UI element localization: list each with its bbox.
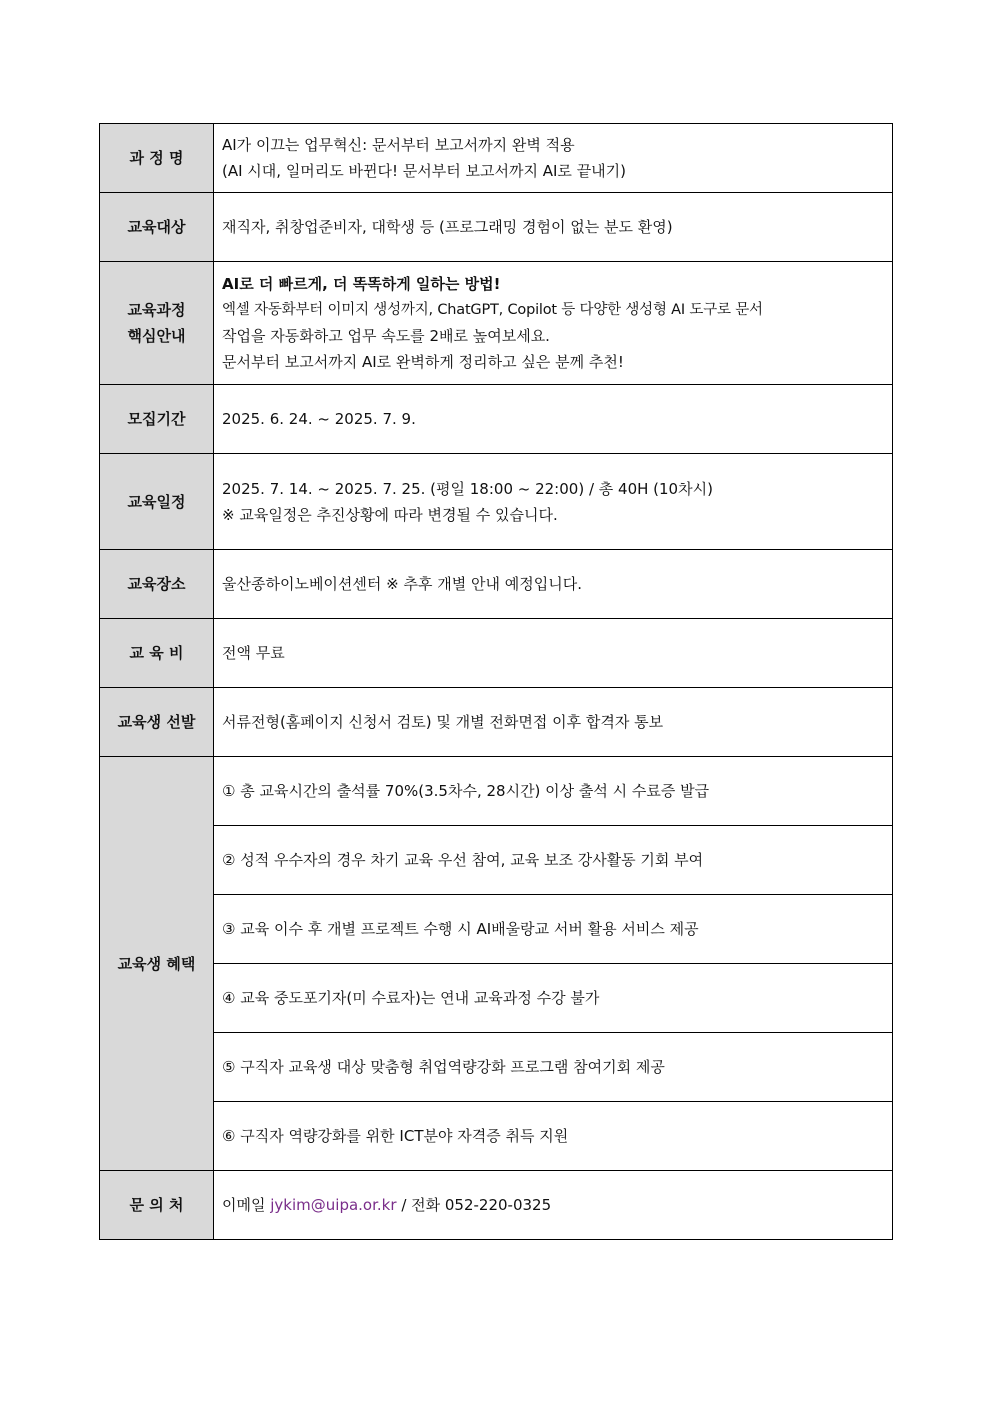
label-core-line2: 핵심안내 (127, 327, 186, 345)
value-core (214, 262, 893, 385)
row-target (100, 193, 893, 262)
benefit-text-6: ⑥ 구직자 역량강화를 위한 ICT분야 자격증 취득 지원 (222, 1127, 569, 1145)
value-schedule (214, 454, 893, 550)
label-contact: 문 의 처 (100, 1171, 214, 1240)
benefit-item (214, 1033, 893, 1102)
value-recruit (214, 385, 893, 454)
value-fee (214, 619, 893, 688)
label-core (100, 262, 214, 385)
course-info-table (99, 123, 893, 1240)
schedule-line2: ※ 교육일정은 추진상황에 따라 변경될 수 있습니다. (222, 505, 558, 524)
target-text: 재직자, 취창업준비자, 대학생 등 (프로그래밍 경험이 없는 분도 환영) (222, 218, 673, 236)
row-course-name (100, 124, 893, 193)
place-text: 울산종하이노베이션센터 ※ 추후 개별 안내 예정입니다. (222, 575, 582, 593)
course-subtitle: (AI 시대, 일머리도 바뀐다! 문서부터 보고서까지 AI로 끝내기) (222, 162, 627, 180)
contact-email-link[interactable]: jykim@uipa.or.kr (270, 1196, 397, 1214)
label-target: 교육대상 (100, 193, 214, 262)
row-selection (100, 688, 893, 757)
fee-text: 전액 무료 (222, 644, 285, 662)
row-fee (100, 619, 893, 688)
value-selection (214, 688, 893, 757)
label-course-name: 과 정 명 (100, 124, 214, 193)
recruit-text: 2025. 6. 24. ~ 2025. 7. 9. (222, 410, 416, 428)
core-headline: AI로 더 빠르게, 더 똑똑하게 일하는 방법! (222, 275, 501, 293)
label-place: 교육장소 (100, 550, 214, 619)
label-recruit: 모집기간 (100, 385, 214, 454)
benefit-item (214, 964, 893, 1033)
contact-phone: / 전화 052-220-0325 (401, 1196, 552, 1214)
row-recruit (100, 385, 893, 454)
row-benefit-2 (100, 826, 893, 895)
benefit-text-1: ① 총 교육시간의 출석률 70%(3.5차수, 28시간) 이상 출석 시 수료증 발급 (222, 782, 710, 800)
value-place (214, 550, 893, 619)
benefit-text-3: ③ 교육 이수 후 개별 프로젝트 수행 시 AI배울랑교 서버 활용 서비스 제공 (222, 920, 699, 938)
benefit-item (214, 757, 893, 826)
label-core-line1: 교육과정 (127, 301, 186, 319)
row-place (100, 550, 893, 619)
schedule-line1: 2025. 7. 14. ~ 2025. 7. 25. (평일 18:00 ~ 22:00) / 총 40H (10차시) (222, 479, 713, 498)
row-schedule (100, 454, 893, 550)
value-contact (214, 1171, 893, 1240)
value-target (214, 193, 893, 262)
selection-text: 서류전형(홈페이지 신청서 검토) 및 개별 전화면접 이후 합격자 통보 (222, 713, 664, 731)
benefit-text-2: ② 성적 우수자의 경우 차기 교육 우선 참여, 교육 보조 강사활동 기회 부여 (222, 851, 704, 869)
core-line4: 문서부터 보고서까지 AI로 완벽하게 정리하고 싶은 분께 추천! (222, 353, 624, 371)
row-benefit-4 (100, 964, 893, 1033)
row-benefit-6 (100, 1102, 893, 1171)
contact-line (222, 1192, 884, 1218)
label-benefits: 교육생 혜택 (100, 757, 214, 1171)
benefit-item (214, 826, 893, 895)
benefit-text-5: ⑤ 구직자 교육생 대상 맞춤형 취업역량강화 프로그램 참여기회 제공 (222, 1058, 665, 1076)
row-benefit-1 (100, 757, 893, 826)
label-fee: 교 육 비 (100, 619, 214, 688)
row-contact (100, 1171, 893, 1240)
benefit-text-4: ④ 교육 중도포기자(미 수료자)는 연내 교육과정 수강 불가 (222, 989, 600, 1007)
benefit-item (214, 1102, 893, 1171)
label-selection: 교육생 선발 (100, 688, 214, 757)
benefit-item (214, 895, 893, 964)
label-schedule: 교육일정 (100, 454, 214, 550)
row-benefit-5 (100, 1033, 893, 1102)
value-course-name (214, 124, 893, 193)
core-line2: 엑셀 자동화부터 이미지 생성까지, ChatGPT, Copilot 등 다양한 생성형 AI 도구로 문서 (222, 302, 763, 318)
core-line3: 작업을 자동화하고 업무 속도를 2배로 높여보세요. (222, 327, 550, 345)
contact-prefix: 이메일 (222, 1196, 266, 1214)
row-benefit-3 (100, 895, 893, 964)
course-title: AI가 이끄는 업무혁신: 문서부터 보고서까지 완벽 적용 (222, 136, 575, 154)
row-core (100, 262, 893, 385)
